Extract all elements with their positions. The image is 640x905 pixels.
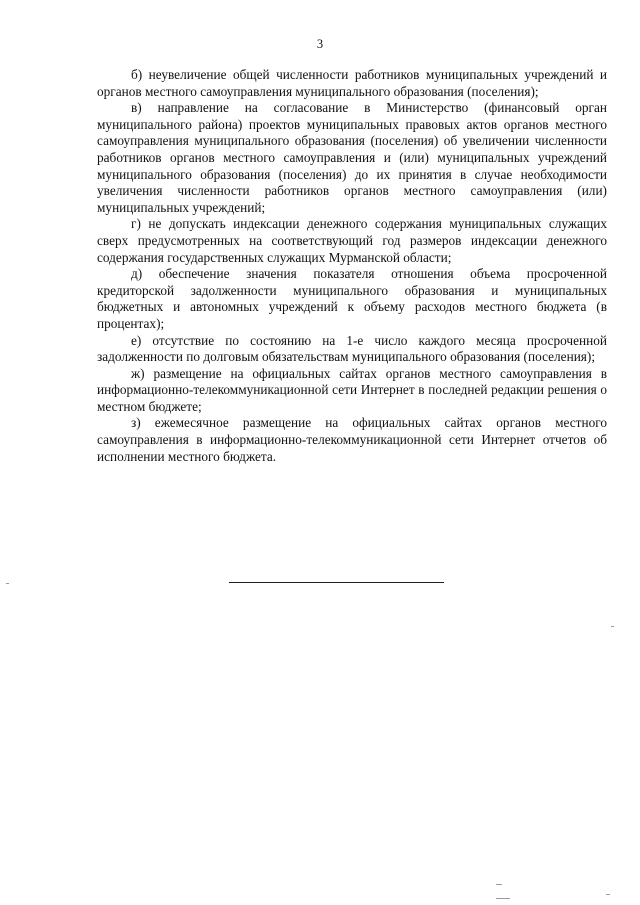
paragraph-zh: ж) размещение на официальных сайтах органов местного самоуправления в информационно-телекоммуникационной сети Интернет в последней редакции решения о местном бюджете; [97,365,607,414]
document-body [97,67,607,465]
paragraph-b: б) неувеличение общей численности работников муниципальных учреждений и органов местного самоуправления муниципального образования (поселения); [97,67,607,99]
scan-speck [606,894,610,895]
paragraph-e: е) отсутствие по состоянию на 1-е число каждого месяца просроченной задолженности по долговым обязательствам муниципального образования (поселения); [97,332,607,365]
scan-speck [496,884,502,885]
page-number: 3 [316,37,324,51]
scan-speck [6,583,9,584]
paragraph-v: в) направление на согласование в Министерство (финансовый орган муниципального района) проектов муниципальных правовых актов органов местного самоуправления муниципального образования (поселения) об увеличении численности работников органов местного самоуправления и (или) муниципальных учреждений муниципального образования (поселения) до их принятия в случае необходимости увеличения численности работников органов местного самоуправления (или) муниципальных учреждений; [97,100,607,215]
scan-speck [611,626,614,627]
end-separator-line [229,582,444,583]
paragraph-z: з) ежемесячное размещение на официальных сайтах органов местного самоуправления в информационно-телекоммуникационной сети Интернет отчетов об исполнении местного бюджета. [97,415,607,464]
scan-speck [496,898,510,899]
paragraph-d: д) обеспечение значения показателя отношения объема просроченной кредиторской задолженности муниципального образования и муниципальных бюджетных и автономных учреждений к объему расходов местного бюджета (в процентах); [97,266,607,331]
paragraph-g: г) не допускать индексации денежного содержания муниципальных служащих сверх предусмотренных на соответствующий год размеров индексации денежного содержания государственных служащих Мурманской области; [97,216,607,265]
